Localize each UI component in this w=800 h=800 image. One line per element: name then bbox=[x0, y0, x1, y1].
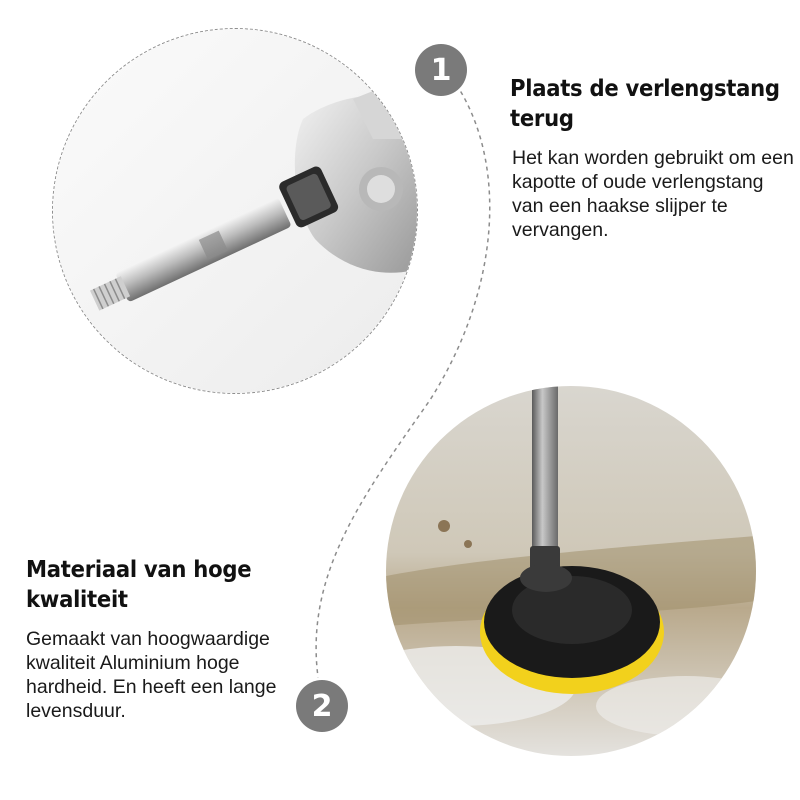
polishing-pad-image bbox=[386, 386, 756, 756]
polishing-pad-photo bbox=[386, 386, 756, 756]
step-2-badge: 2 bbox=[296, 680, 348, 732]
step-1-badge: 1 bbox=[415, 44, 467, 96]
step-1-title: Plaats de verlengstang terug bbox=[510, 76, 780, 132]
step-2-description: Gemaakt van hoogwaardige kwaliteit Aluminium hoge hardheid. En heeft een lange levensduur. bbox=[26, 628, 277, 722]
extension-rod-image bbox=[53, 29, 417, 393]
step-1-description: Het kan worden gebruikt om een kapotte of oude verlengstang van een haakse slijper te vervangen. bbox=[512, 147, 794, 241]
step-2-title: Materiaal van hoge kwaliteit bbox=[26, 557, 252, 613]
extension-rod-photo bbox=[52, 28, 418, 394]
